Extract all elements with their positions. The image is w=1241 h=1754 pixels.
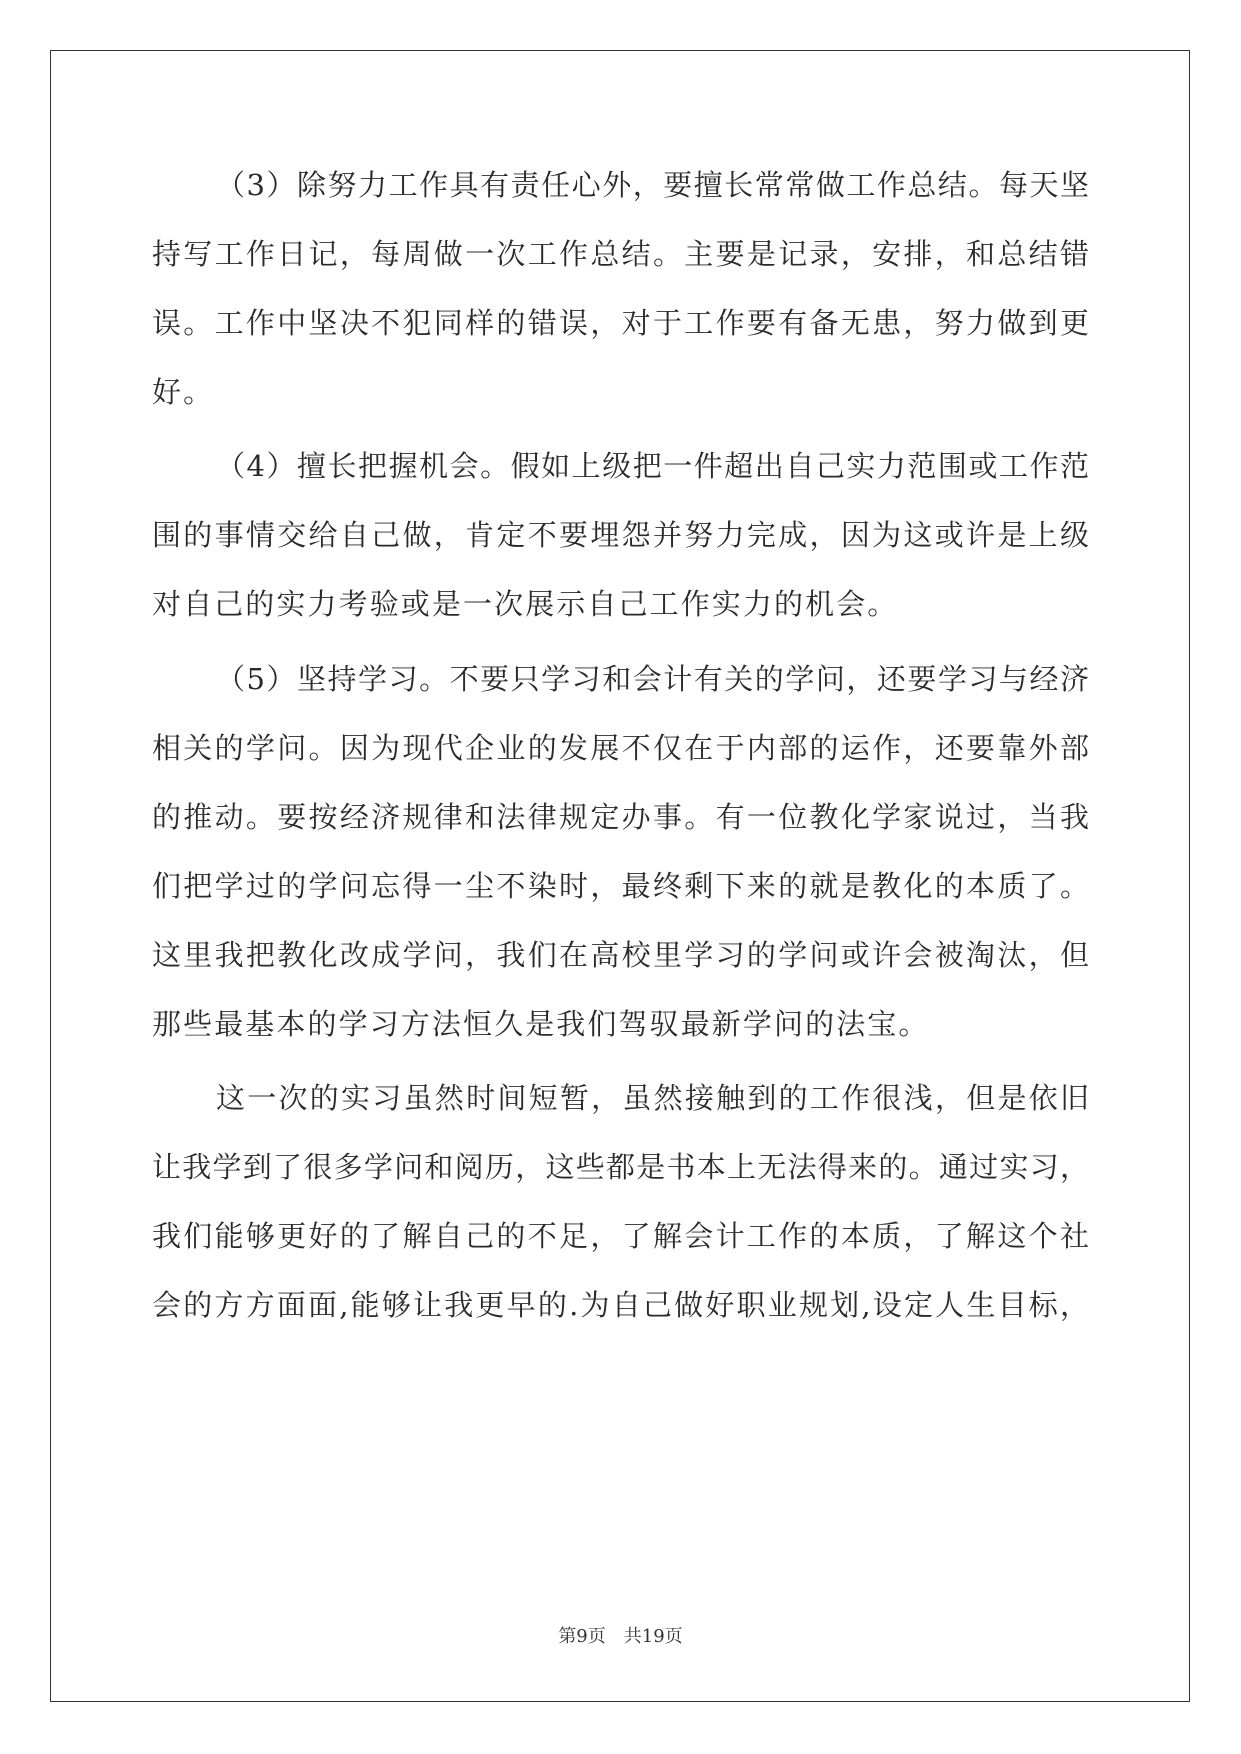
paragraph-4-line-2: 围的事情交给自己做，肯定不要埋怨并努力完成，因为这或许是上级	[152, 518, 1089, 552]
paragraph-5-line-4: 们把学过的学问忘得一尘不染时，最终剩下来的就是教化的本质了。	[152, 869, 1089, 903]
paragraph-5-line-6: 那些最基本的学习方法恒久是我们驾驭最新学问的法宝。	[152, 1007, 930, 1041]
paragraph-6-line-2: 让我学到了很多学问和阅历，这些都是书本上无法得来的。通过实习，	[152, 1150, 1089, 1184]
paragraph-5-line-5: 这里我把教化改成学问，我们在高校里学习的学问或许会被淘汰，但	[152, 938, 1089, 972]
page-number-footer	[0, 1622, 1241, 1648]
paragraph-4-line-3: 对自己的实力考验或是一次展示自己工作实力的机会。	[152, 587, 899, 621]
paragraph-6-line-1: 这一次的实习虽然时间短暂，虽然接触到的工作很浅，但是依旧	[216, 1081, 1089, 1115]
paragraph-3-line-3: 误。工作中坚决不犯同样的错误，对于工作要有备无患，努力做到更	[152, 306, 1089, 340]
paragraph-5-line-2: 相关的学问。因为现代企业的发展不仅在于内部的运作，还要靠外部	[152, 731, 1089, 765]
paragraph-3-line-4: 好。	[152, 375, 215, 409]
page-number-label: 第9页 共19页	[558, 1626, 683, 1647]
paragraph-3-line-2: 持写工作日记，每周做一次工作总结。主要是记录，安排，和总结错	[152, 237, 1089, 271]
paragraph-6-line-3: 我们能够更好的了解自己的不足，了解会计工作的本质，了解这个社	[152, 1219, 1089, 1253]
paragraph-4-line-1: （4）擅长把握机会。假如上级把一件超出自己实力范围或工作范	[216, 449, 1089, 483]
paragraph-5-line-1: （5）坚持学习。不要只学习和会计有关的学问，还要学习与经济	[216, 662, 1089, 696]
paragraph-5-line-3: 的推动。要按经济规律和法律规定办事。有一位教化学家说过，当我	[152, 800, 1089, 834]
paragraph-6-line-4: 会的方方面面,能够让我更早的.为自己做好职业规划,设定人生目标，	[152, 1288, 1089, 1322]
paragraph-3-line-1: （3）除努力工作具有责任心外，要擅长常常做工作总结。每天坚	[216, 168, 1089, 202]
